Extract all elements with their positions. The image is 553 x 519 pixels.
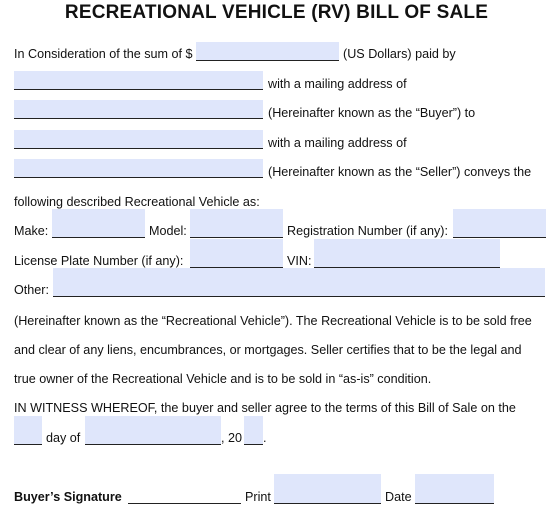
buyer-signature-field[interactable] — [128, 485, 241, 504]
print-label: Print — [245, 490, 271, 504]
buyer-signature-label: Buyer’s Signature — [14, 490, 122, 504]
other-label: Other: — [14, 283, 49, 297]
amount-field[interactable] — [196, 42, 339, 61]
paragraph-line-1: (Hereinafter known as the “Recreational Vehicle”). The Recreational Vehicle is to be sold free — [14, 314, 532, 328]
make-label: Make: — [14, 224, 49, 238]
following-described-label: following described Recreational Vehicle as: — [14, 195, 260, 209]
seller-address-field[interactable] — [14, 159, 263, 178]
license-plate-field[interactable] — [190, 239, 283, 268]
seller-name-field[interactable] — [14, 130, 263, 149]
consideration-label: In Consideration of the sum of $ — [14, 47, 193, 61]
us-dollars-label: (US Dollars) paid by — [343, 47, 456, 61]
date-label: Date — [385, 490, 412, 504]
witness-line: IN WITNESS WHEREOF, the buyer and seller agree to the terms of this Bill of Sale on the — [14, 401, 516, 415]
date-field[interactable] — [415, 474, 494, 504]
paragraph-line-3: true owner of the Recreational Vehicle and is to be sold in “as-is” condition. — [14, 372, 432, 386]
buyer-known-label: (Hereinafter known as the “Buyer”) to — [268, 106, 476, 120]
other-field[interactable] — [53, 268, 545, 297]
year-prefix-label: , 20 — [221, 431, 243, 445]
day-field[interactable] — [14, 416, 42, 445]
mailing-address-label-1: with a mailing address of — [268, 77, 407, 91]
buyer-address-field[interactable] — [14, 100, 263, 119]
mailing-address-label-2: with a mailing address of — [268, 136, 407, 150]
day-of-label: day of — [46, 431, 81, 445]
license-plate-label: License Plate Number (if any): — [14, 254, 184, 268]
year-field[interactable] — [244, 416, 263, 445]
month-field[interactable] — [85, 416, 221, 445]
paragraph-line-2: and clear of any liens, encumbrances, or mortgages. Seller certifies that to be the legal and — [14, 343, 522, 357]
registration-label: Registration Number (if any): — [287, 224, 448, 238]
model-field[interactable] — [190, 209, 283, 238]
print-name-field[interactable] — [274, 474, 381, 504]
model-label: Model: — [149, 224, 187, 238]
form-title: RECREATIONAL VEHICLE (RV) BILL OF SALE — [64, 2, 489, 23]
year-suffix-label: . — [263, 431, 267, 445]
seller-known-label: (Hereinafter known as the “Seller”) conveys the — [268, 165, 532, 179]
registration-field[interactable] — [453, 209, 546, 238]
vin-field[interactable] — [314, 239, 500, 268]
make-field[interactable] — [52, 209, 145, 238]
vin-label: VIN: — [287, 254, 312, 268]
buyer-name-field[interactable] — [14, 71, 263, 90]
